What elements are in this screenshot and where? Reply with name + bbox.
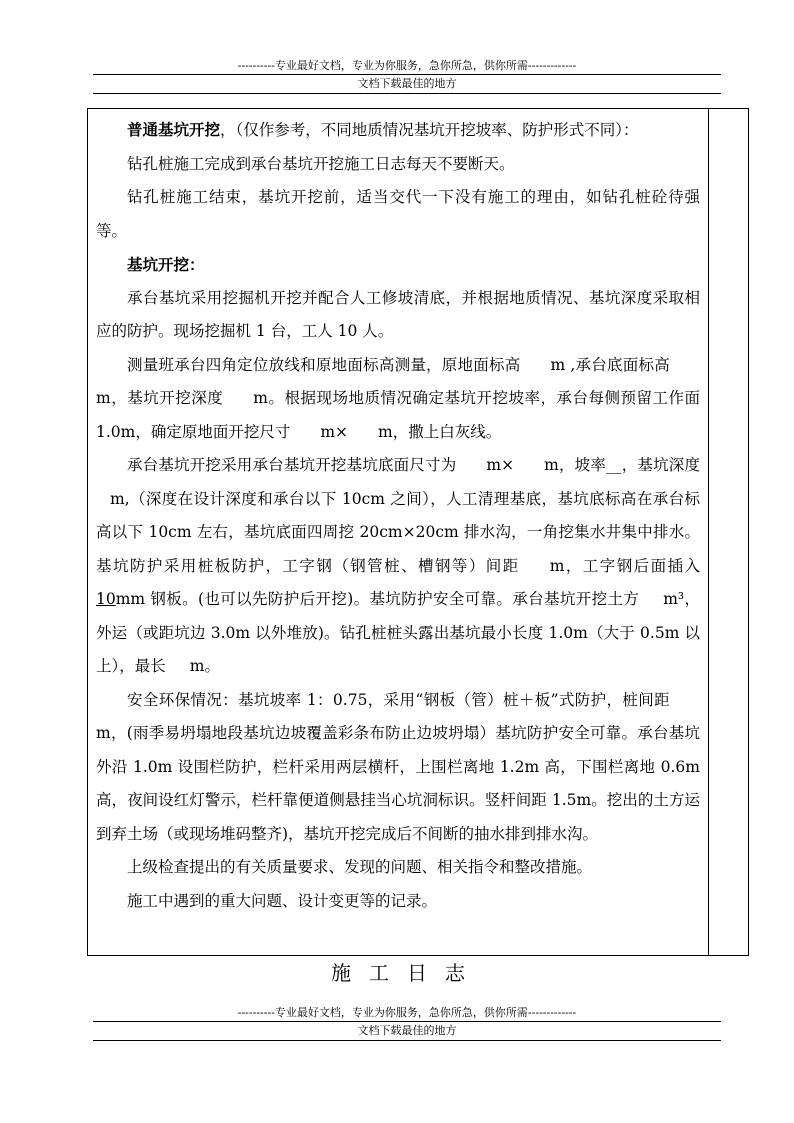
- header-rule-top: [93, 74, 721, 75]
- paragraph-inspection: 上级检查提出的有关质量要求、发现的问题、相关指令和整改措施。: [127, 858, 593, 876]
- log-content: [96, 113, 700, 918]
- section-heading-normal-excavation: 普通基坑开挖: [127, 120, 221, 139]
- paragraph-equipment: 承台基坑采用挖掘机开挖并配合人工修坡清底，并根据地质情况、基坑深度采取相应的防护。现场挖掘机 1 台，工人 10 人。: [96, 288, 700, 340]
- paragraph-intro: 普通基坑开挖，（仅作参考，不同地质情况基坑开挖坡率、防护形式不同）：: [127, 120, 639, 139]
- footer-subtitle: 文档下载最佳的地方: [357, 1024, 457, 1037]
- footer-rule-top: [93, 1021, 721, 1022]
- section-heading-excavation: 基坑开挖：: [127, 255, 205, 274]
- paragraph-safety: 安全环保情况：基坑坡率 1：0.75，采用“钢板（管）桩＋板”式防护，桩间距m，(雨季易坍塌地段基坑边坡覆盖彩条布防止边坡坍塌）基坑防护安全可靠。承台基坑外沿 1.0m 设围栏防护，栏杆采用两层横杆，上围栏离地 1.2m 高，下围栏离地 0.6m 高，夜间设红灯警示，栏杆靠便道侧悬挂当心坑洞标识。竖杆间距 1.5m。挖出的土方运到弃土场（或现场堆码整齐)，基坑开挖完成后不间断的抽水排到排水沟。: [96, 690, 700, 843]
- log-table-side-column: [708, 108, 709, 956]
- paragraph-excavation-details: 承台基坑开挖采用承台基坑开挖基坑底面尺寸为 m× m，坡率__，基坑深度m,（深度在设计深度和承台以下 10cm 之间），人工清理基底，基坑底标高在承台标高以下 10cm 左右，基坑底面四周挖 20cm×20cm 排水沟，一角挖集水井集中排水。基坑防护采用桩板防护，工字钢（钢管桩、槽钢等）间距 m，工字钢后面插入10mm 钢板。(也可以先防护后开挖)。基坑防护安全可靠。承台基坑开挖土方 m³，外运（或距坑边 3.0m 以外堆放)。钻孔桩桩头露出基坑最小长度 1.0m（大于 0.5m 以上），最长 m。: [96, 456, 700, 675]
- footer-slogan: ----------专业最好文档，专业为你服务，急你所急，供你所需-------------: [237, 1006, 577, 1019]
- header-rule-bottom: [93, 93, 721, 94]
- paragraph-survey: 测量班承台四角定位放线和原地面标高测量，原地面标高 m ,承台底面标高m，基坑开挖深度 m。根据现场地质情况确定基坑开挖坡率，承台每侧预留工作面 1.0m，确定原地面开挖尺寸 m× m，撒上白灰线。: [96, 355, 701, 441]
- header-subtitle: 文档下载最佳的地方: [357, 77, 457, 90]
- paragraph-major-issues: 施工中遇到的重大问题、设计变更等的记录。: [127, 891, 438, 910]
- paragraph-before-excavation: 钻孔桩施工结束，基坑开挖前，适当交代一下没有施工的理由，如钻孔桩砼待强等。: [96, 188, 700, 240]
- footer-title: 施工日志: [331, 961, 483, 985]
- header-slogan: ----------专业最好文档，专业为你服务，急你所急，供你所需-------------: [237, 59, 577, 72]
- footer-rule-bottom: [93, 1040, 721, 1041]
- paragraph-continuous-log: 钻孔桩施工完成到承台基坑开挖施工日志每天不要断天。: [127, 154, 515, 173]
